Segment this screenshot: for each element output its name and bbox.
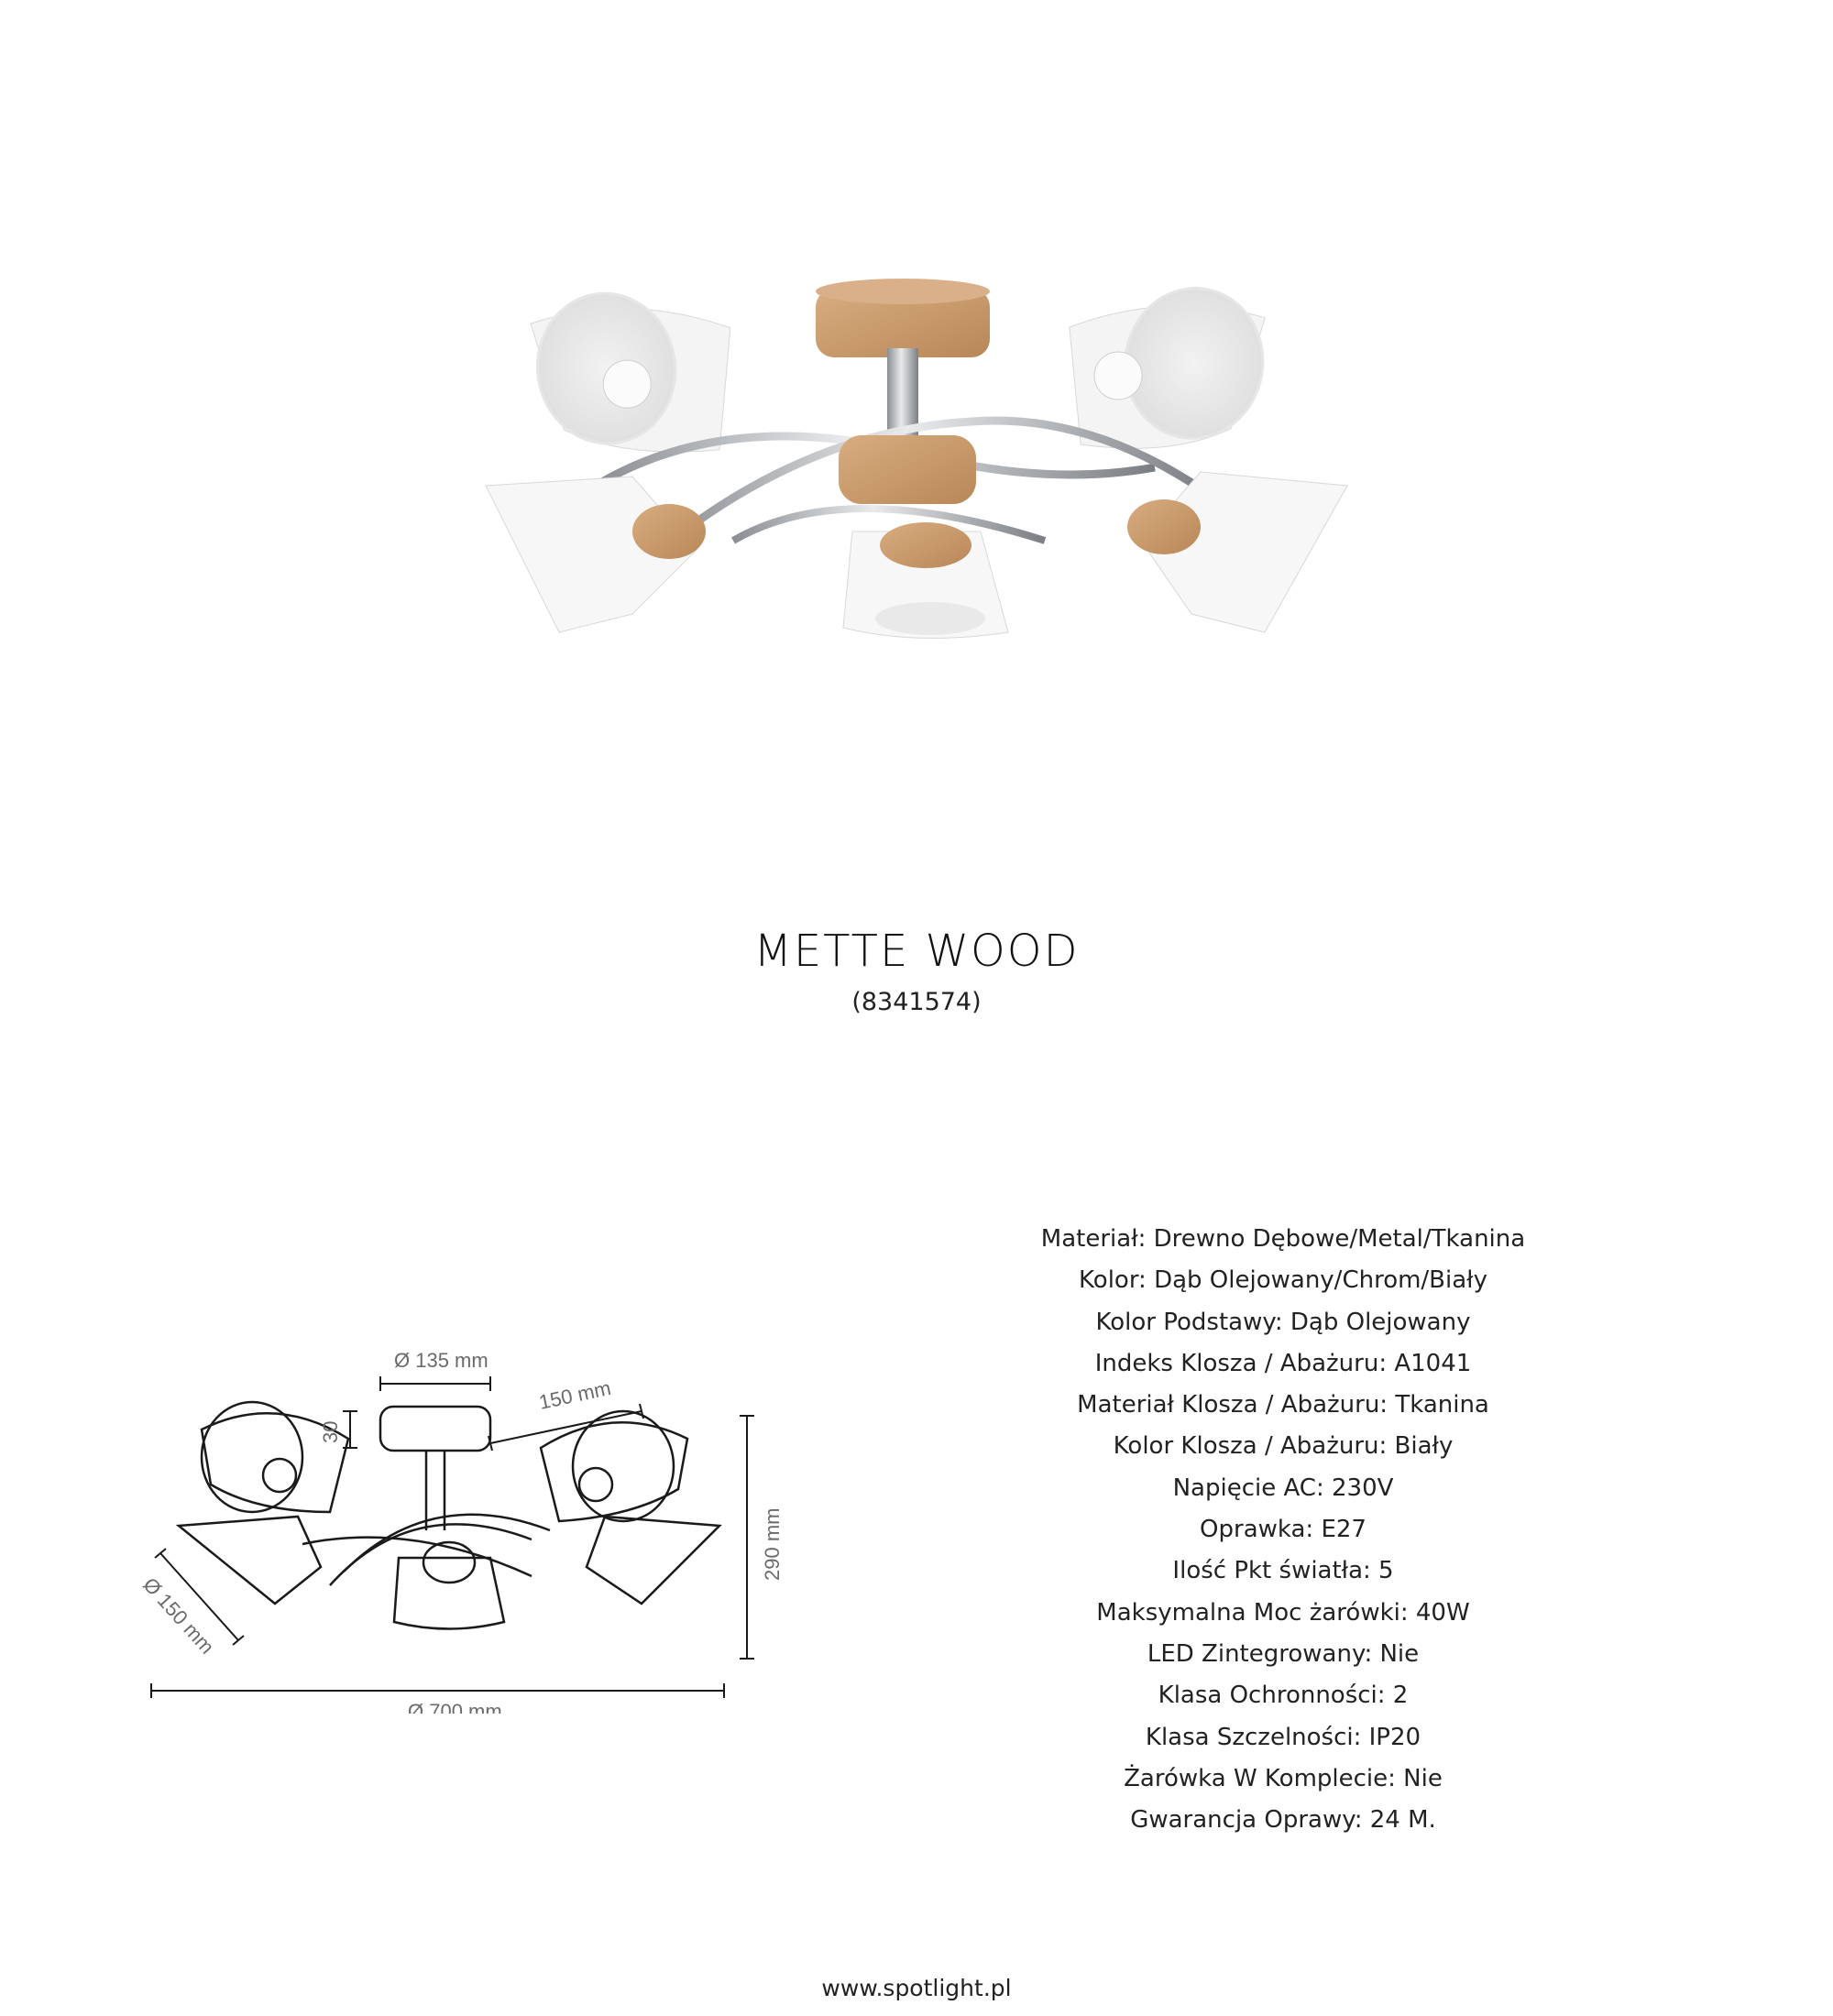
spec-item: Żarówka W Komplecie: Nie: [1124, 1764, 1443, 1792]
dim-base-height: 30: [319, 1420, 342, 1443]
spec-item: Indeks Klosza / Abażuru: A1041: [1094, 1349, 1472, 1377]
spec-list: [916, 1219, 1650, 1841]
spec-item: Kolor Podstawy: Dąb Olejowany: [1095, 1308, 1471, 1336]
dim-top-diameter: Ø 135 mm: [394, 1349, 488, 1372]
spec-item: Klasa Ochronności: 2: [1158, 1682, 1409, 1710]
dim-height: 290 mm: [761, 1507, 784, 1581]
spec-item: Klasa Szczelności: IP20: [1145, 1723, 1421, 1751]
spec-item: Ilość Pkt światła: 5: [1172, 1557, 1394, 1585]
product-photo: [458, 266, 1375, 651]
spec-item: Napięcie AC: 230V: [1172, 1474, 1394, 1502]
spec-item: Gwarancja Oprawy: 24 M.: [1130, 1806, 1436, 1835]
dim-total-diameter: Ø 700 mm: [408, 1700, 502, 1714]
dimension-diagram: [137, 1329, 834, 1714]
lamp-illustration: [458, 266, 1375, 651]
spec-item: Oprawka: E27: [1200, 1516, 1367, 1544]
website-link[interactable]: www.spotlight.pl: [821, 1975, 1012, 2001]
technical-drawing: [137, 1329, 834, 1714]
product-code: (8341574): [851, 988, 982, 1016]
spec-item: Kolor: Dąb Olejowany/Chrom/Biały: [1079, 1266, 1487, 1295]
spec-item: Maksymalna Moc żarówki: 40W: [1096, 1598, 1470, 1627]
spec-item: Materiał Klosza / Abażuru: Tkanina: [1077, 1391, 1489, 1419]
dim-arm-length: 150 mm: [536, 1375, 613, 1414]
spec-item: LED Zintegrowany: Nie: [1147, 1639, 1420, 1668]
dim-shade-diameter: Ø 150 mm: [138, 1572, 219, 1659]
product-title: METTE WOOD: [753, 926, 1080, 977]
spec-item: Materiał: Drewno Dębowe/Metal/Tkanina: [1040, 1225, 1526, 1253]
spec-item: Kolor Klosza / Abażuru: Biały: [1113, 1432, 1454, 1461]
